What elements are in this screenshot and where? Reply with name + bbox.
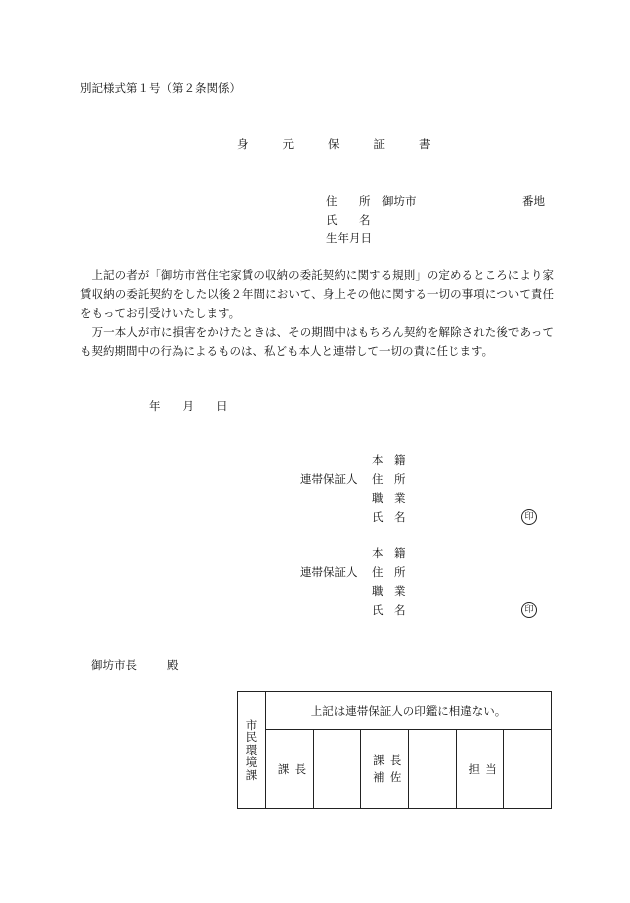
title-char: 保 <box>328 137 340 151</box>
department-cell <box>238 692 266 809</box>
guarantor-2-title: 連帯保証人 <box>300 565 358 579</box>
date-line <box>149 398 250 414</box>
title-char: 書 <box>419 137 431 151</box>
role-person-in-charge: 担 当 <box>456 730 504 809</box>
date-year: 年 <box>149 399 161 413</box>
name-label: 氏 名 <box>326 213 371 227</box>
guarantor-2-domicile-label: 本 籍 <box>372 546 406 560</box>
address-label: 住 所 <box>326 194 371 208</box>
stamp-area-person-in-charge[interactable] <box>504 730 552 809</box>
title-char: 証 <box>373 137 385 151</box>
guarantor-2-seal-icon: 印 <box>521 602 537 618</box>
guarantor-1-seal-icon: 印 <box>521 509 537 525</box>
guarantor-1-name-label: 氏 名 <box>372 510 406 524</box>
guarantor-1-domicile-label: 本 籍 <box>372 453 406 467</box>
date-month: 月 <box>182 399 194 413</box>
title-char: 元 <box>282 137 294 151</box>
guarantor-1-address-label: 住 所 <box>372 472 406 486</box>
date-day: 日 <box>216 399 228 413</box>
guarantor-2-occupation-label: 職 業 <box>372 584 406 598</box>
guarantor-2-name-label: 氏 名 <box>372 603 406 617</box>
birthdate-label: 生年月日 <box>326 231 372 245</box>
body-text <box>80 266 554 361</box>
title-char: 身 <box>237 137 249 151</box>
guarantor-1-occupation-label: 職 業 <box>372 491 406 505</box>
addressee-name: 御坊市長 <box>91 658 137 672</box>
addressee <box>91 657 179 673</box>
role-section-chief: 課 長 <box>266 730 314 809</box>
body-paragraph: 万一本人が市に損害をかけたときは、その期間中はもちろん契約を解除された後であっても契約期間中の行為によるものは、私ども本人と連帯して一切の責に任じます。 <box>80 325 554 358</box>
confirmation-text: 上記は連帯保証人の印鑑に相違ない。 <box>266 692 552 730</box>
guarantor-2-address-label: 住 所 <box>372 565 406 579</box>
address-suffix: 番地 <box>522 194 545 208</box>
body-paragraph: 上記の者が「御坊市営住宅家賃の収納の委託契約に関する規則」の定めるところにより家賃収納の委託契約をした以後２年間において、身上その他に関する一切の事項について責任をもってお引受けいたします。 <box>80 268 554 320</box>
guarantor-1-title: 連帯保証人 <box>300 472 358 486</box>
approval-box <box>237 691 552 809</box>
stamp-area-deputy-chief[interactable] <box>408 730 456 809</box>
department-name: 市民環境課 <box>245 717 258 782</box>
address-value: 御坊市 <box>382 194 417 208</box>
addressee-honorific: 殿 <box>167 658 179 672</box>
role-deputy-chief: 課 長 補 佐 <box>361 730 409 809</box>
document-title <box>237 136 465 152</box>
form-identifier: 別記様式第１号（第２条関係） <box>80 81 241 95</box>
stamp-area-section-chief[interactable] <box>313 730 361 809</box>
